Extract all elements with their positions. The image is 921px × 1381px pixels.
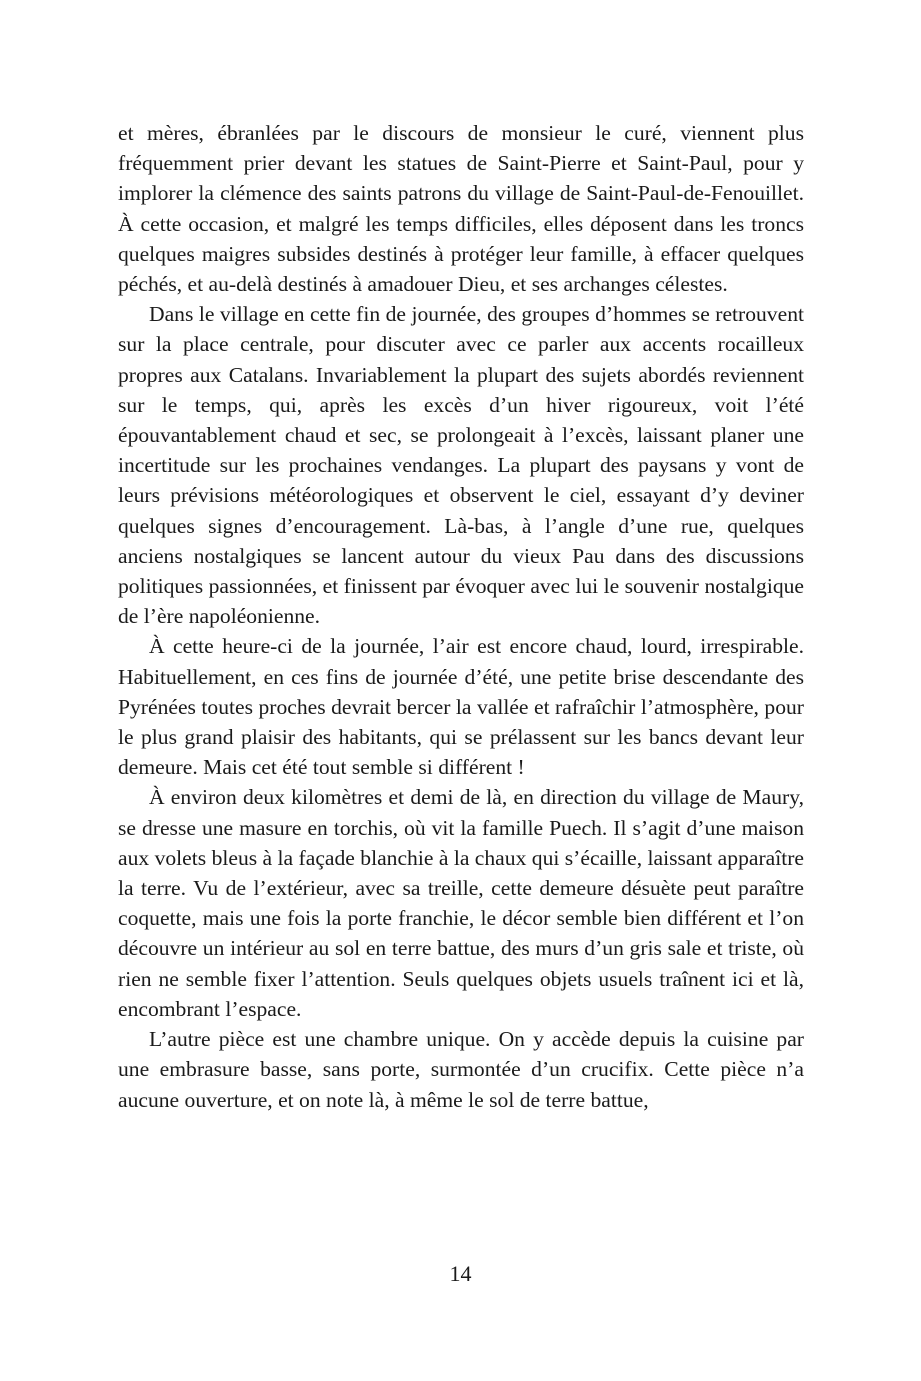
page-body (118, 118, 804, 1115)
paragraph-heat: À cette heure-ci de la journée, l’air est encore chaud, lourd, irrespirable. Habituellement, en ces fins de journée d’été, une petite brise descendante des Pyrénées toutes proches devrait bercer la vallée et rafraîchir l’atmosphère, pour le plus grand plaisir des habitants, qui se prélassent sur les bancs devant leur demeure. Mais cet été tout semble si différent ! (118, 634, 804, 780)
paragraph-village-men: Dans le village en cette fin de journée, des groupes d’hommes se retrouvent sur la place centrale, pour discuter avec ce parler aux accents rocailleux propres aux Catalans. Invariablement la plupart des sujets abordés reviennent sur le temps, qui, après les excès d’un hiver rigoureux, voit l’été épouvantablement chaud et sec, se prolongeait à l’excès, laissant planer une incertitude sur les prochaines vendanges. La plupart des paysans y vont de leurs prévisions météorologiques et observent le ciel, essayant d’y deviner quelques signes d’encouragement. Là-bas, à l’angle d’une rue, quelques anciens nostalgiques se lancent autour du vieux Pau dans des discussions politiques passionnées, et finissent par évoquer avec lui le souvenir nostalgique de l’ère napoléonienne. (118, 302, 804, 629)
paragraph-continuation: et mères, ébranlées par le discours de monsieur le curé, viennent plus fréquemment prier devant les statues de Saint-Pierre et Saint-Paul, pour y implorer la clémence des saints patrons du village de Saint-Paul-de-Fenouillet. À cette occasion, et malgré les temps difficiles, elles déposent dans les troncs quelques maigres subsides destinés à protéger leur famille, à effacer quelques péchés, et au-delà destinés à amadouer Dieu, et ses archanges célestes. (118, 121, 804, 297)
paragraph-bedroom: L’autre pièce est une chambre unique. On y accède depuis la cuisine par une embrasure basse, sans porte, surmontée d’un crucifix. Cette pièce n’a aucune ouverture, et on note là, à même le sol de terre battue, (118, 1027, 804, 1112)
page-number: 14 (449, 1261, 472, 1286)
paragraph-puech-house: À environ deux kilomètres et demi de là, en direction du village de Maury, se dresse une masure en torchis, où vit la famille Puech. Il s’agit d’une maison aux volets bleus à la façade blanchie à la chaux qui s’écaille, laissant apparaître la terre. Vu de l’extérieur, avec sa treille, cette demeure désuète peut paraître coquette, mais une fois la porte franchie, le décor semble bien différent et l’on découvre un intérieur au sol en terre battue, des murs d’un gris sale et triste, où rien ne semble fixer l’attention. Seuls quelques objets usuels traînent ici et là, encombrant l’espace. (118, 785, 804, 1021)
